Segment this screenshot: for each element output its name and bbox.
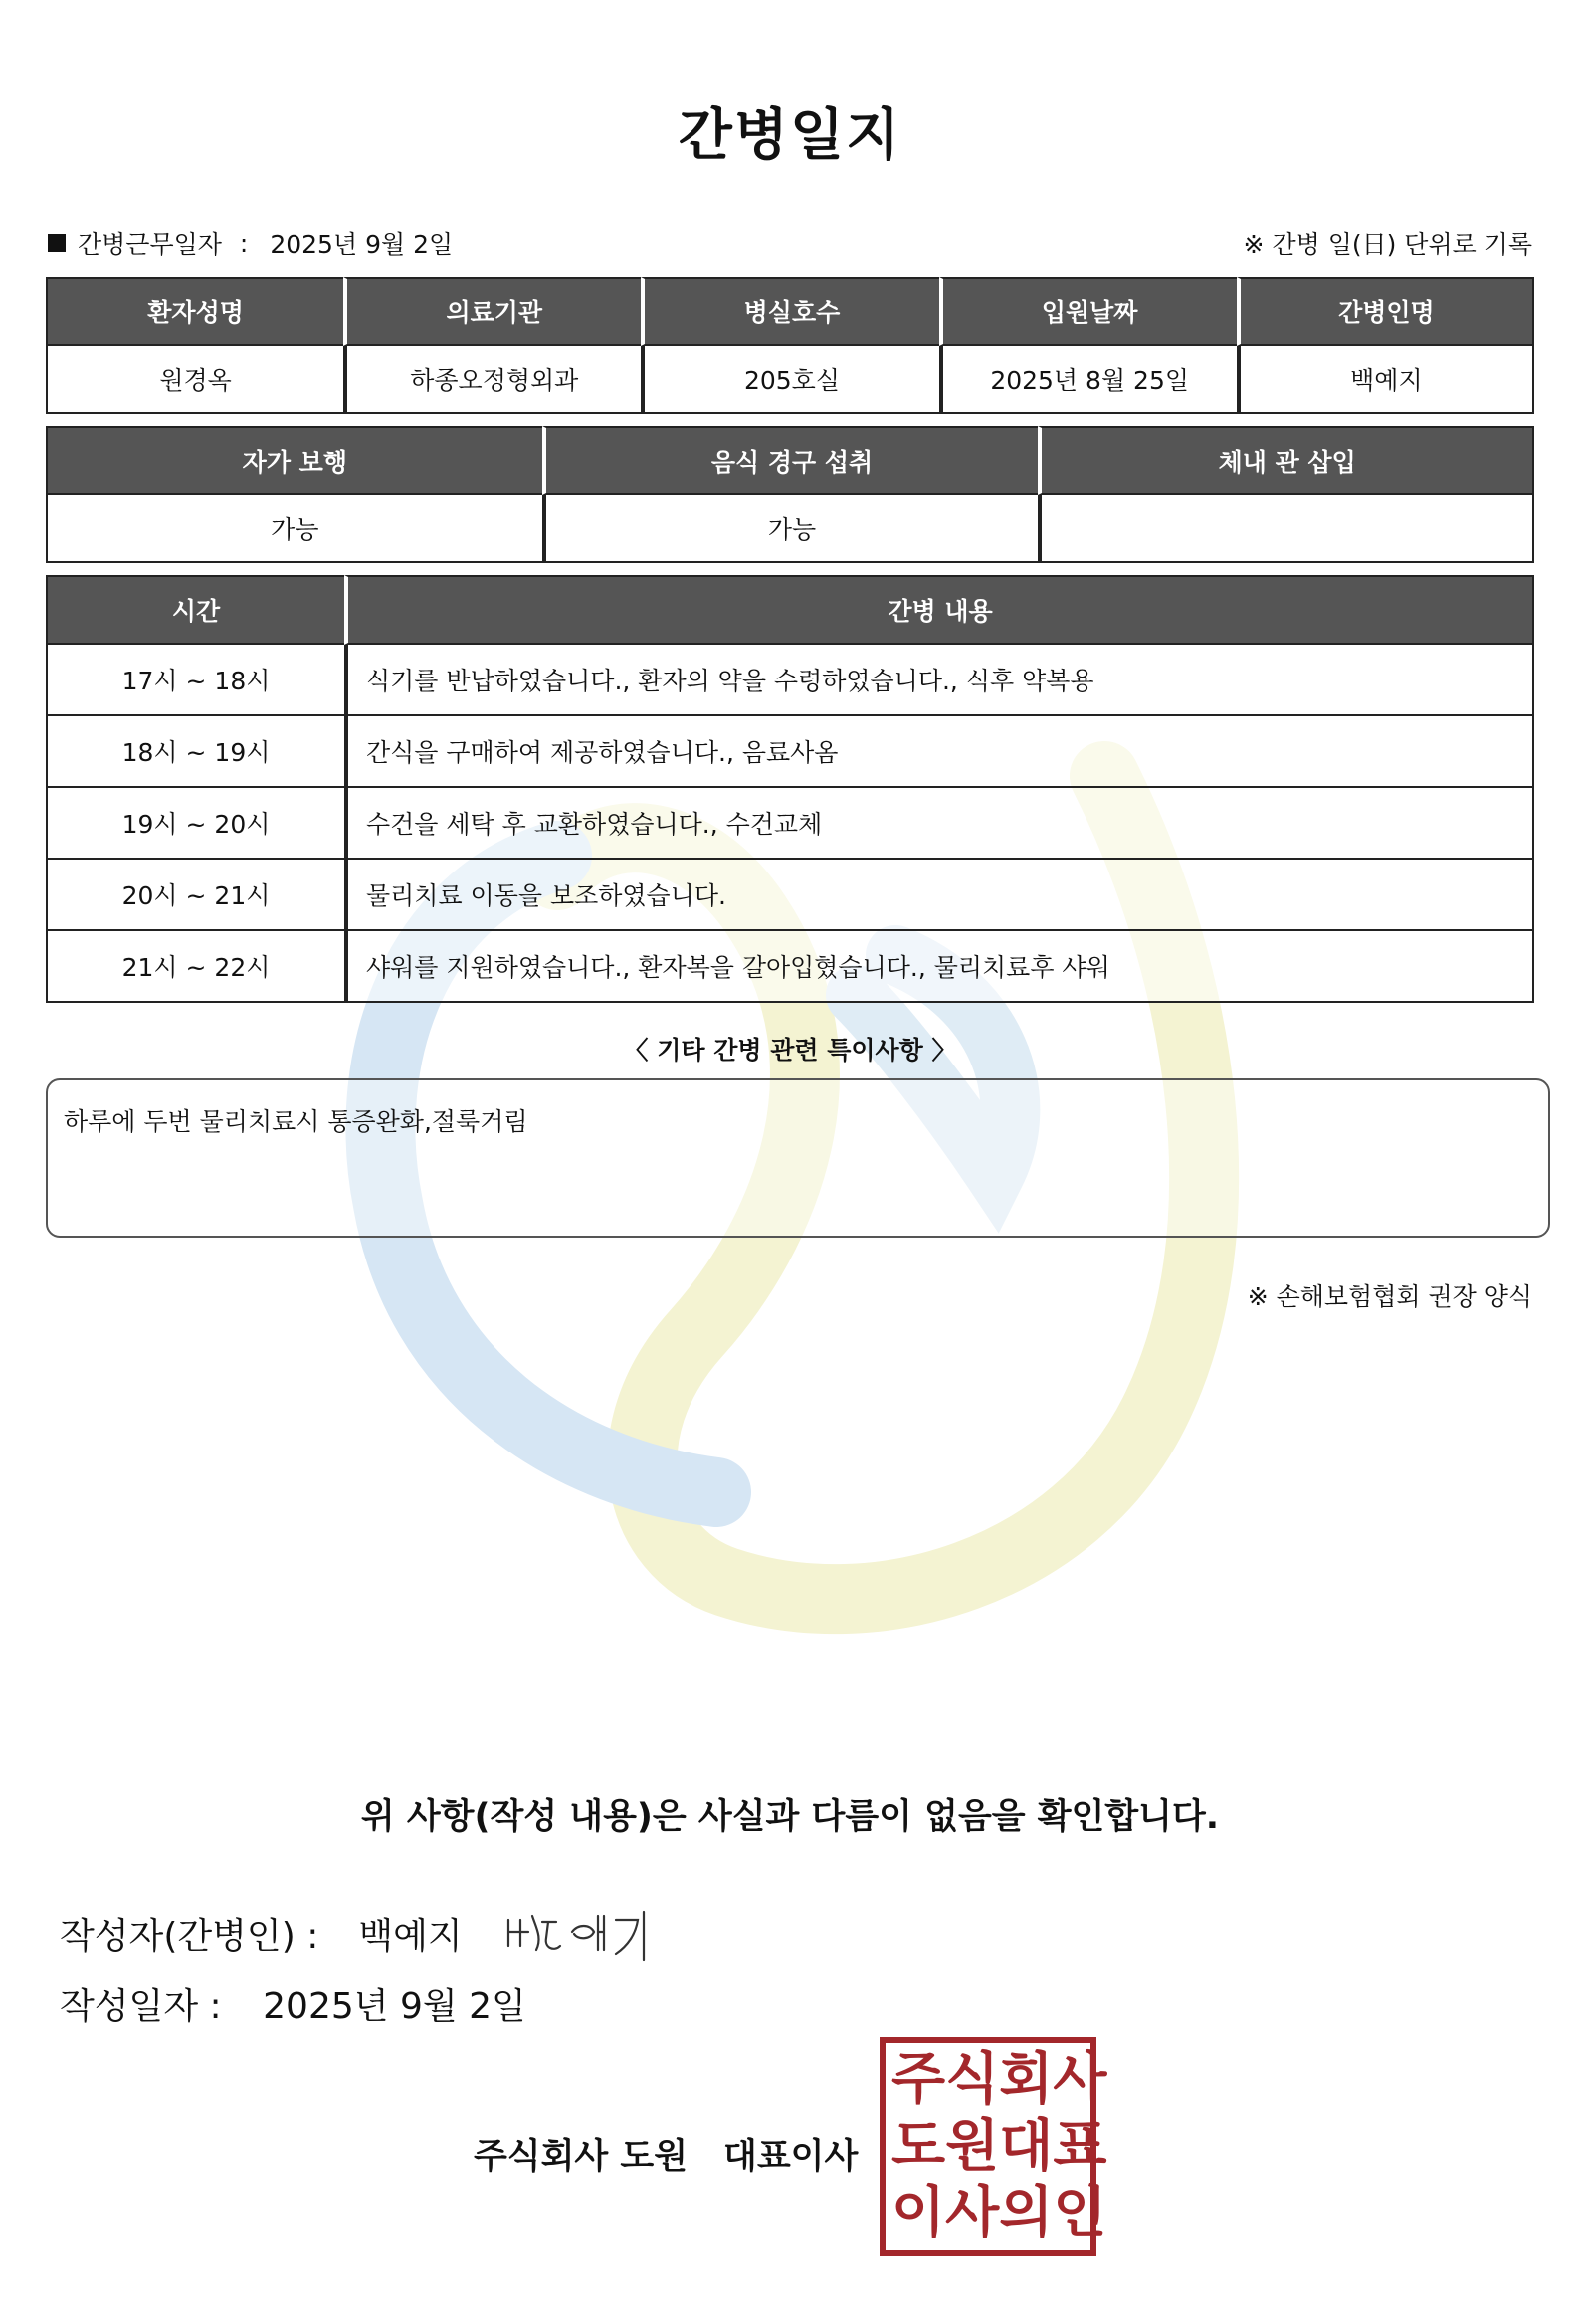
company-signature-line [474,2129,858,2179]
seal-character: 주 [891,2047,946,2113]
written-date-label: 작성일자 : [60,1986,222,2027]
admission-date: 2025년 8월 25일 [939,346,1237,414]
work-date-value: 2025년 9월 2일 [270,230,454,259]
header-time: 시간 [46,575,344,645]
care-content: 식기를 반납하였습니다., 환자의 약을 수령하였습니다., 식후 약복용 [344,645,1534,716]
caregiver-name: 백예지 [1237,346,1534,414]
seal-character: 도 [891,2113,946,2179]
document-title: 간병일지 [678,103,902,168]
seal-character: 사 [945,2180,1000,2245]
header-patient-name: 환자성명 [46,277,343,346]
oral-intake-value: 가능 [542,495,1039,563]
care-log-table [46,575,1534,1003]
seal-character: 원 [945,2113,1000,2179]
room-number: 205호실 [641,346,938,414]
notes-title: 〈 기타 간병 관련 특이사항 〉 [623,1036,957,1065]
notes-box: 하루에 두번 물리치료시 통증완화,절룩거림 [46,1078,1550,1238]
table-row [46,716,1534,788]
confirmation-statement: 위 사항(작성 내용)은 사실과 다름이 없음을 확인합니다. [360,1797,1220,1837]
patient-info-table [46,277,1534,414]
seal-character: 표 [1053,2113,1107,2179]
daily-record-note: ※ 간병 일(日) 단위로 기록 [1243,230,1532,259]
care-content: 간식을 구매하여 제공하였습니다., 음료사옴 [344,716,1534,788]
seal-character: 이 [891,2180,946,2245]
seal-characters [891,2047,1107,2246]
company-name: 주식회사 도원 [474,2137,689,2177]
patient-name: 원경옥 [46,346,343,414]
square-bullet-icon [48,234,66,252]
writer-line [60,1898,678,1968]
work-date-line [48,225,453,261]
company-seal-stamp [880,2037,1107,2256]
header-care-content: 간병 내용 [344,575,1534,645]
header-tube-insertion: 체내 관 삽입 [1038,426,1534,495]
writer-label: 작성자(간병인) : [60,1915,319,1957]
table-row [46,645,1534,716]
hospital-name: 하종오정형외과 [343,346,641,414]
self-walking-value: 가능 [46,495,542,563]
header-self-walking: 자가 보행 [46,426,542,495]
seal-character: 의 [999,2180,1054,2245]
table-row [46,860,1534,931]
work-date-colon: : [239,228,249,258]
care-time: 21시 ~ 22시 [46,931,344,1003]
seal-character: 인 [1053,2180,1107,2245]
written-date-value: 2025년 9월 2일 [263,1986,526,2027]
handwritten-signature [498,1898,678,1968]
header-admission-date: 입원날짜 [939,277,1237,346]
header-oral-intake: 음식 경구 섭취 [542,426,1039,495]
care-time: 17시 ~ 18시 [46,645,344,716]
seal-character: 사 [1053,2047,1107,2113]
work-date-label: 간병근무일자 [78,230,222,259]
writer-name: 백예지 [358,1915,463,1957]
representative-title: 대표이사 [723,2137,859,2177]
written-date-line [60,1978,526,2029]
seal-character: 대 [999,2113,1054,2179]
care-time: 19시 ~ 20시 [46,788,344,860]
table-row [46,931,1534,1003]
seal-character: 식 [945,2047,1000,2113]
care-content: 샤워를 지원하였습니다., 환자복을 갈아입혔습니다., 물리치료후 샤워 [344,931,1534,1003]
header-caregiver-name: 간병인명 [1237,277,1534,346]
patient-status-table [46,426,1534,563]
form-source-note: ※ 손해보험협회 권장 양식 [1247,1282,1532,1311]
care-time: 20시 ~ 21시 [46,860,344,931]
header-hospital: 의료기관 [343,277,641,346]
care-time: 18시 ~ 19시 [46,716,344,788]
tube-insertion-value [1038,495,1534,563]
seal-character: 회 [999,2047,1054,2113]
care-content: 물리치료 이동을 보조하였습니다. [344,860,1534,931]
care-content: 수건을 세탁 후 교환하였습니다., 수건교체 [344,788,1534,860]
table-row [46,788,1534,860]
header-room: 병실호수 [641,277,938,346]
